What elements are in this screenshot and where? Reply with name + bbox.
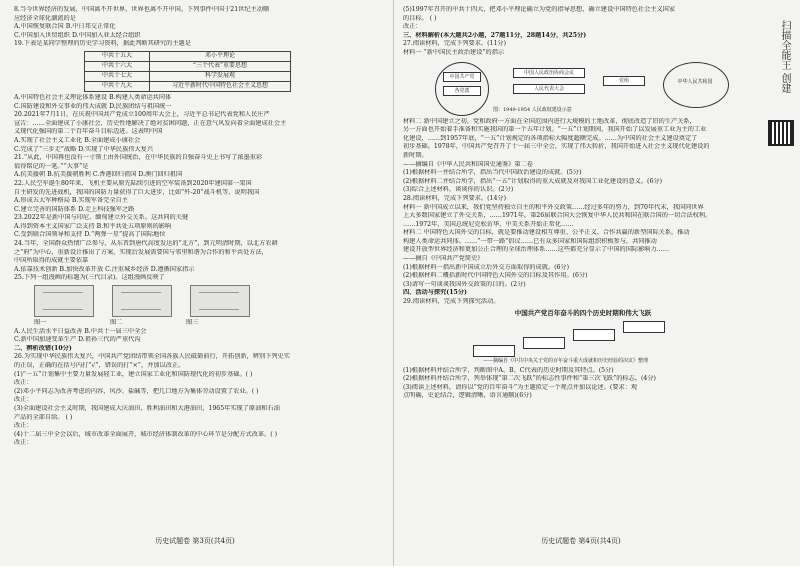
- left-mid-line: A.依靠技术创新 B.加快改革开放 C.注重城乡经济 D.遵循国家指示: [14, 265, 195, 273]
- right-bottom-line: (2)根据材料并结合所学，列举体现“第二次飞跃”的标志性事件和“第三次飞跃”的标志。(4分): [403, 375, 656, 383]
- left-after-line: 改正：: [14, 379, 33, 387]
- right-mid-line: ……1972年，美国总统尼克松访华，中美关系开始正常化……: [403, 220, 574, 228]
- right-bottom-block: [403, 367, 759, 401]
- left-after-line: (4)十二届三中全会以后，城市改革全面展开，城市经济体制改革的中心环节是分配方式改革。( ): [14, 430, 278, 438]
- left-mid-line: 24.当年，全国群众热情广泛参与，从东晋到唐代高度发达的“北方”，到元明清时期，以北方农耕: [14, 240, 278, 248]
- right-mid-line: 初步基础。1978年，中国共产党召开了十一届三中全会，实现了伟大转折，我国开始进入社会主义现代化建设的: [403, 143, 710, 151]
- right-mid-line: 材料二 中国特色大国外交的目标，就是要推动建设相互尊重、公平正义、合作共赢的新型国际关系，推动: [403, 229, 690, 237]
- table-cell-theory: 邓小平理论: [150, 51, 291, 61]
- left-mid-line: 23.2022年是新中国与印尼、缅甸建立外交关系。这共同的关键: [14, 214, 189, 222]
- left-mid-line: C.完成了“三步走”战略 D.实现了中华民族伟大复兴: [14, 145, 154, 153]
- page-left: [0, 0, 390, 566]
- table-cell-congress: 中共十九大: [85, 81, 150, 91]
- right-bottom-line: 点明确，史论结合，逻辑清晰，语言通顺)(6分): [403, 392, 532, 400]
- diagram-label-1: 中国共产党: [443, 72, 481, 82]
- timeline-step-4: [623, 321, 665, 333]
- diagram-label-2: 各党派: [443, 86, 481, 96]
- right-mid-line: 新时期。: [403, 151, 428, 159]
- scanner-watermark: 扫描全能王 创建: [779, 20, 790, 94]
- left-top-line: C.中国加入世贸组织 D.中国加入亚太经合组织: [14, 31, 141, 39]
- left-after-line: (1)“一五”计划集中主要力量发展轻工业，建立国家工业化和国防现代化的初步基础。( ): [14, 370, 253, 378]
- timeline-step-3: [573, 329, 615, 341]
- table-row: [85, 71, 291, 81]
- left-after-line: 改正：: [14, 422, 33, 430]
- left-mid-line: 宣告：……全面建成了小康社会，历史性地解决了绝对贫困问题，正在意气风发向着全面建成社会主: [14, 119, 287, 127]
- left-after-line: C.新中国加速变革生产 D.祖孙三代的严重代沟: [14, 336, 141, 344]
- left-mid-line: 21.“从此，中国再也没有一寸领土由外国统治，在中华民族的自强奋斗史上书写了浓墨重彩: [14, 154, 263, 162]
- right-mid-line: 材料二 新中国建立之初，党和政府一方面在全国范围内进行大规模的土地改革，彻底改造了旧的生产关系，: [403, 117, 696, 125]
- left-top-line: A.中国恢复联合国 B.中日邦交正常化: [14, 23, 116, 31]
- page-footer-right: 历史试题卷 第4页(共4页): [541, 537, 621, 546]
- left-top-line: 8.当今世界经济的发展，中国离不开世界，世界也离不开中国。下列事件中国于21世纪主动顺: [14, 6, 270, 13]
- right-bottom-line: (1)根据材料并结合所学，判断图中A、B、C代表的历史时期及其特点。(5分): [403, 366, 614, 374]
- right-mid-line: 28.阅读材料，完成下列要求。(14分): [403, 194, 506, 202]
- page-footer-left: 历史试题卷 第3页(共4页): [155, 537, 235, 546]
- right-top-line: 的目标。 ( ): [403, 14, 437, 22]
- right-mid-line: (1)根据材料一指出新中国成立后外交方面取得的成就。(6分): [403, 263, 570, 271]
- table-row: [85, 61, 291, 71]
- left-mid-line: 中国所取得的成就主要依靠: [14, 257, 89, 265]
- right-mid-line: 建设开放型世界经济和更加公正合理的全球治理体系……这些都充分显示了中国的国际影响力……: [403, 246, 670, 254]
- table-cell-congress: 中共十六大: [85, 61, 150, 71]
- left-after-line: A.人民生活水平日益改善 B.中共十一届三中全会: [14, 327, 147, 335]
- table-row: [85, 51, 291, 61]
- right-mid-line: 材料一 新中国成立以来，我们党坚持独立自主的和平外交政策……经过多年的努力，到70年代末，我国同世界: [403, 203, 704, 211]
- right-mid-line: 构建人类命运共同体。……“一带一路”倡议……已有众多国家和国际组织积极参与，共同推动: [403, 237, 657, 245]
- left-mid-line: A.中国特色社会主义理论体系建设 B.构建人类命运共同体: [14, 93, 172, 101]
- diagram-label-5: 党组: [603, 76, 645, 86]
- qr-code-icon: [768, 120, 794, 146]
- right-mid-line: ——摘自《中国共产党简史》: [403, 255, 484, 263]
- left-mid-line: 值得铭记的一笔。”“大事”是: [14, 162, 89, 170]
- left-mid-line: A.实现了社会主义工业化 B.全面建成小康社会: [14, 136, 141, 144]
- right-mid-line: 另一方面也开始着手准备和实施我国的第一个五年计划。“一五”计划期间，我国开始了以发展重工业为主的工业: [403, 126, 707, 134]
- page-right: [395, 0, 767, 566]
- diagram-label-4: 人民代表大会: [513, 84, 585, 94]
- cartoon-label-3: 图三: [186, 319, 199, 327]
- left-after-line: 改正：: [14, 396, 33, 404]
- right-mid-line: 上大多数国家建立了外交关系，……1971年，第26届联合国大会恢复中华人民共和国在联合国的一切合法权利。: [403, 212, 712, 220]
- left-after-line: 的正误，正确的在括号内打“√”，错误的打“×”，并加以改正。: [14, 362, 185, 369]
- left-mid-line: 22.人民空军诞生80年来，飞机主要从原先陆续引进的空军装备到2020年建国第一架国: [14, 179, 252, 187]
- left-mid-line: A.抗美援朝 B.抗美援朝胜利 C.香港回归祖国 D.澳门回归祖国: [14, 171, 183, 179]
- left-mid-line: 之“府”为中心，重新设计推出了方案，实现后发展需要国与邻里和谐为合作的和平共处方法，: [14, 248, 268, 256]
- right-top-line: 改正：: [403, 23, 422, 31]
- left-after-img-block: [14, 328, 380, 448]
- left-mid-line: 义现代化强国的第二个百年奋斗目标迈进。这表明中国: [14, 128, 163, 136]
- right-top-line: 27.阅读材料，完成下列要求。(11分): [403, 40, 506, 48]
- left-mid-line: C.受到联合国领导和支持 D.“两弹一星”提高了国际地位: [14, 231, 166, 239]
- right-mid-line: (2)根据材料二概括新时代中国特色大国外交的目标及其作用。(6分): [403, 272, 588, 280]
- left-mid-block: [14, 94, 380, 283]
- left-mid-line: 20.2021年7月1日，在庆祝中国共产党成立100周年大会上，习近平总书记代表党和人民庄严: [14, 111, 270, 119]
- cartoon-label-1: 图一: [34, 319, 47, 327]
- right-top-line: 三、材料解析(本大题共2小题，27题11分，28题14分，共25分): [403, 31, 587, 39]
- left-mid-line: C.建立完善的国防体系 D.走上科技强军之路: [14, 205, 135, 213]
- right-mid-line: ——摘编自《中华人民共和国国史通鉴》第二卷: [403, 160, 533, 168]
- cartoon-row: [34, 285, 380, 317]
- right-bottom-line: (3)阅读上述材料，请你以“党的百年奋斗”为主题拟定一个观点并加以论述。(要求：观: [403, 383, 638, 391]
- right-mid-block: [403, 118, 759, 307]
- left-mid-line: 自主研发的先进战机，我国的国防力量获得了巨大进步，比如“歼-20”战斗机等，说明我国: [14, 188, 260, 196]
- page-divider: [393, 0, 394, 566]
- left-mid-line: A.得到资本主义国家广泛支持 B.和平共处五项原则的影响: [14, 222, 172, 230]
- right-mid-line: 29.阅读材料，完成下列探究活动。: [403, 298, 500, 306]
- left-after-line: (3)全面建设社会主义时期，我国建成大庆油田、胜利油田和大港油田，1965年实现了原油和石油: [14, 404, 280, 412]
- political-diagram: [433, 60, 733, 116]
- timeline-step-2: [523, 337, 565, 349]
- right-top-line: 材料一 “新中国民主政治建设”的指示: [403, 48, 505, 56]
- right-mid-line: 四、活动与探究(15分): [403, 289, 467, 297]
- table-cell-congress: 中共十七大: [85, 71, 150, 81]
- left-mid-line: 25.下列一组漫画的标题为(三代目录)。这组漫画反映了: [14, 274, 165, 282]
- right-mid-line: (3)综合上述材料，谈谈你的认识。(2分): [403, 186, 514, 194]
- right-top-block: [403, 6, 759, 58]
- diagram-label-6: 中华人民共和国: [677, 78, 713, 85]
- left-top-line: 19.下表是某同学整理的历史学习资料，据此判断其研究的主题是: [14, 40, 191, 48]
- table-cell-theory: 习近平新时代中国特色社会主义思想: [150, 81, 291, 91]
- right-mid-line: 化建设，……到1957年底，“一五”计划规定的各项指标大幅度超额完成。……为中国的社会主义建设奠定了: [403, 134, 698, 142]
- left-top-line: 应经济全球化潮流的是: [14, 14, 76, 22]
- left-top-block: [14, 6, 380, 49]
- diagram-caption: 图：1949-1954 人民政权建设示意: [493, 106, 572, 113]
- timeline-caption: ——摘编自《中共中央关于党的百年奋斗重大成就和历史经验的决议》整理: [483, 357, 649, 364]
- right-top-line: (5)1997年召开的中共十四大，把邓小平理论确立为党的指导思想，确立建设中国特色社会主义国家: [403, 6, 676, 13]
- cartoon-label-2: 图二: [110, 319, 123, 327]
- left-after-line: 二、辨析改错(10分): [14, 344, 72, 352]
- left-after-line: 改正：: [14, 439, 33, 447]
- table-cell-congress: 中共十五大: [85, 51, 150, 61]
- timeline-title: 中国共产党百年奋斗的四个历史时期和伟大飞跃: [514, 308, 652, 317]
- left-mid-line: A.形成五大军种格局 B.实现军备完全自主: [14, 197, 128, 205]
- study-table: [84, 51, 291, 92]
- table-cell-theory: “三个代表”重要思想: [150, 61, 291, 71]
- table-row: [85, 81, 291, 91]
- cartoon-image-3: [190, 285, 250, 317]
- history-timeline: [453, 309, 713, 365]
- cartoon-image-1: [34, 285, 94, 317]
- left-after-line: (2)邓小平同志为改善考虑的内容，风沙、盐碱等，把几口地方为集体劳动设置了农业。( ): [14, 387, 259, 395]
- right-mid-line: (3)请写一句谈谈我国外交政策的目的。(2分): [403, 280, 526, 288]
- left-after-line: 26.为实现中华民族伟大复兴，中国共产党团结带领全国各族人民砥砺前行，开拓创新，辨别下列史实: [14, 353, 290, 361]
- table-cell-theory: 科学发展观: [150, 71, 291, 81]
- diagram-label-3: 中国人民政治协商会议: [513, 68, 585, 78]
- right-mid-line: (2)根据材料二并结合所学，指出“一五”计划取得的重大成就及对我国工业化建设的意义。(6分): [403, 177, 662, 185]
- timeline-step-1: [473, 345, 515, 357]
- left-mid-line: C.国防建设和外交事业的伟大成就 D.民族团结与祖国统一: [14, 102, 172, 110]
- left-after-line: 产品的全部自给。 ( ): [14, 413, 73, 421]
- cartoon-labels: [34, 319, 380, 328]
- right-mid-line: (1)根据材料一并结合所学，指出当代中国政治建设的成就。(5分): [403, 169, 582, 177]
- cartoon-image-2: [112, 285, 172, 317]
